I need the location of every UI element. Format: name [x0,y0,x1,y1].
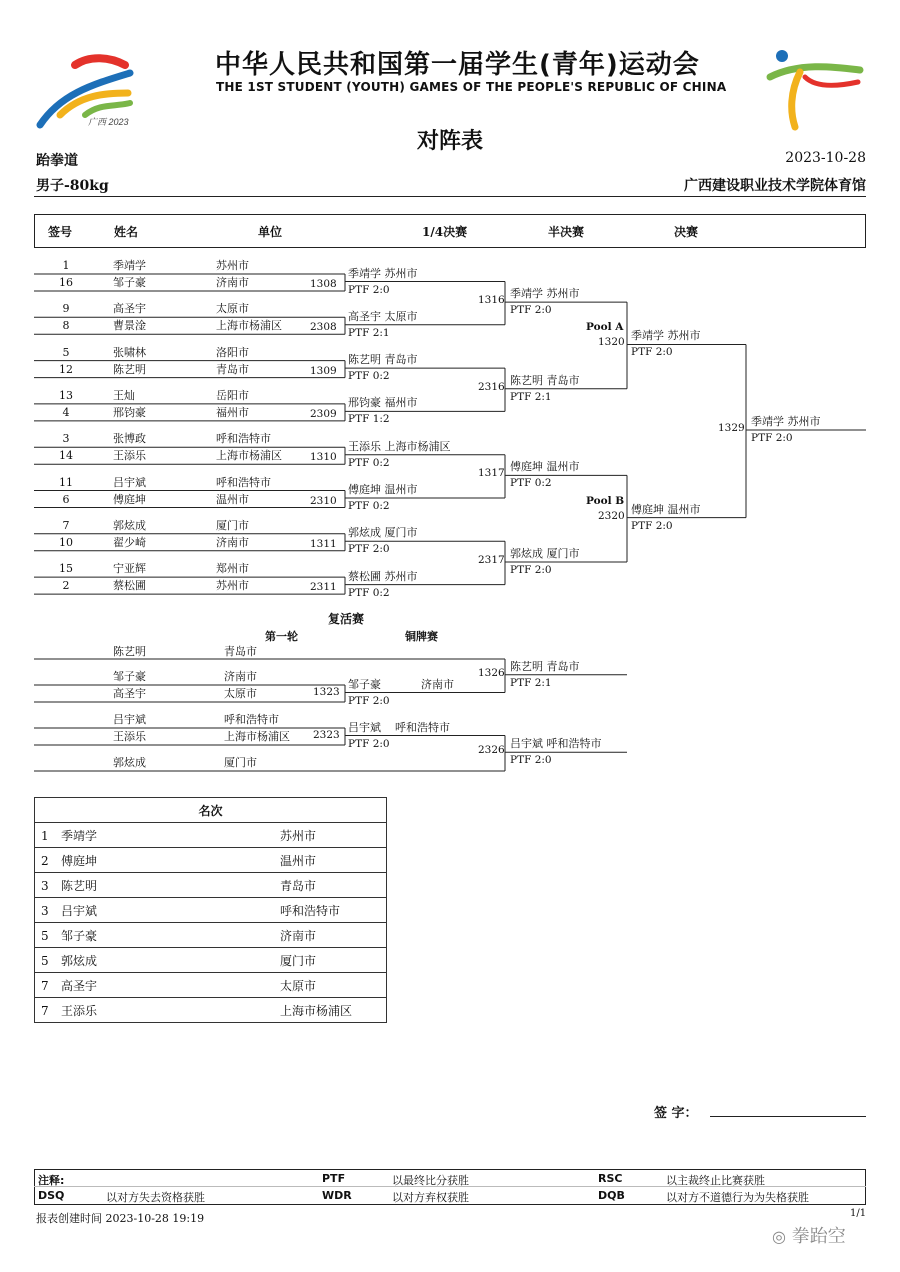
repechage-winner-name: 吕宇斌 [348,720,381,734]
games-title-cn: 中华人民共和国第一届学生(青年)运动会 [215,50,700,80]
watermark [772,1222,846,1248]
entry-name: 宁亚辉 [113,562,146,576]
entry-seed: 3 [62,432,70,446]
ranking-rank: 3 [41,878,49,893]
note-dsq-code: DSQ [38,1189,65,1202]
repechage-entry-name: 王添乐 [113,730,146,743]
note-dsq-desc: 以对方失去资格获胜 [106,1191,205,1204]
weight-category: 男子-80kg [36,178,109,194]
ranking-rank: 2 [41,853,49,868]
ranking-name: 高圣宇 [61,978,98,993]
qf-winner: 郭炫成 厦门市 [348,526,418,540]
pool-result: PTF 2:0 [631,519,673,532]
repechage-winner-unit: 呼和浩特市 [395,720,450,734]
sport-label: 跆拳道 [36,153,78,169]
repechage-winner-unit: 济南市 [421,677,454,691]
wechat-icon: ◎ [772,1227,786,1246]
bronze-bout-number: 2326 [478,744,505,757]
report-created-time: 报表创建时间 2023-10-28 19:19 [36,1212,205,1225]
pool-label: Pool B [586,494,625,507]
ranking-unit: 青岛市 [274,873,387,898]
ranking-unit: 厦门市 [274,948,387,973]
ranking-unit: 太原市 [274,973,387,998]
entry-unit: 济南市 [216,535,249,549]
note-wdr-code: WDR [322,1189,352,1202]
note-rsc-code: RSC [598,1172,623,1185]
repechage-entry-name: 邹子豪 [113,670,146,683]
ranking-name: 邹子豪 [61,928,98,943]
qf-bout-number: 1309 [310,364,337,377]
pool-bout-number: 2320 [598,509,625,522]
entry-seed: 1 [62,259,70,272]
entry-name: 邢钧豪 [113,405,146,419]
ranking-title: 名次 [35,798,387,823]
note-rsc-desc: 以主裁终止比赛获胜 [666,1174,765,1187]
qf-result: PTF 0:2 [348,370,390,383]
ranking-rank: 7 [41,978,49,993]
sf-bout-number: 1316 [478,294,505,307]
final-bout-number: 1329 [718,422,745,435]
qf-bout-number: 1310 [310,451,337,464]
entry-seed: 12 [59,362,73,376]
repechage-result: PTF 2:0 [348,694,390,707]
entry-unit: 苏州市 [216,259,249,272]
qf-result: PTF 2:1 [348,326,390,339]
qf-bout-number: 2311 [310,581,337,594]
repechage-entry-unit: 呼和浩特市 [224,713,279,726]
entry-unit: 厦门市 [216,518,249,532]
entry-name: 翟少崎 [113,535,146,549]
ranking-table [34,797,387,1023]
entry-name: 陈艺明 [113,362,146,376]
pool-label: Pool A [586,321,624,334]
bronze-label: 铜牌赛 [405,630,438,643]
logo-text: 广西 2023 [88,117,129,127]
repechage-entry-name: 郭炫成 [113,756,146,769]
qf-winner: 季靖学 苏州市 [348,266,418,280]
date-label: 2023-10-28 [785,150,866,166]
col-qf: 1/4决赛 [422,225,468,239]
entry-seed: 6 [62,492,70,506]
sf-bout-number: 2316 [478,380,505,393]
entry-unit: 上海市杨浦区 [216,449,282,463]
entry-unit: 呼和浩特市 [216,432,271,446]
repechage-round1-label: 第一轮 [265,630,298,643]
entry-unit: 苏州市 [216,579,249,593]
sf-winner: 傅庭坤 温州市 [510,460,580,474]
entry-unit: 太原市 [216,302,249,316]
sf-bout-number: 1317 [478,467,505,480]
note-ptf-desc: 以最终比分获胜 [392,1174,469,1187]
entry-name: 王添乐 [113,449,146,463]
qf-bout-number: 2309 [310,407,337,420]
repechage-entry-unit: 上海市杨浦区 [224,730,290,743]
entry-unit: 郑州市 [216,562,249,576]
entry-name: 吕宇斌 [113,475,146,489]
bronze-result: PTF 2:1 [510,676,552,689]
pool-winner: 傅庭坤 温州市 [631,502,701,516]
bronze-bout-number: 1326 [478,666,505,679]
ranking-row [35,848,387,873]
qf-winner: 王添乐 上海市杨浦区 [348,439,451,453]
ranking-unit: 苏州市 [274,823,387,848]
qf-bout-number: 2310 [310,494,337,507]
final-result: PTF 2:0 [751,432,793,445]
entry-unit: 温州市 [216,492,249,506]
col-name: 姓名 [114,225,139,239]
entry-unit: 岳阳市 [216,388,249,402]
qf-winner: 蔡松圃 苏州市 [348,569,418,583]
ranking-unit: 温州市 [274,848,387,873]
qf-bout-number: 2308 [310,321,337,334]
entry-unit: 上海市杨浦区 [216,319,282,333]
qf-winner: 邢钧豪 福州市 [348,396,418,410]
sf-result: PTF 2:0 [510,563,552,576]
sf-winner: 郭炫成 厦门市 [510,546,580,560]
entry-name: 傅庭坤 [113,492,146,506]
qf-result: PTF 0:2 [348,586,390,599]
ranking-row [35,973,387,998]
repechage-bout-number: 1323 [313,686,340,698]
signature-line[interactable] [710,1116,866,1117]
entry-seed: 15 [59,562,73,576]
ranking-rank: 5 [41,928,49,943]
ranking-row [35,948,387,973]
ranking-name: 吕宇斌 [61,903,98,918]
qf-bout-number: 1311 [310,537,337,550]
repechage-entry-name: 陈艺明 [113,645,146,658]
entry-seed: 2 [62,579,70,593]
sheet-title: 对阵表 [416,129,483,154]
col-sf: 半决赛 [548,225,585,239]
repechage-winner-name: 邹子豪 [348,677,381,691]
watermark-text: 拳跆空 [791,1226,846,1247]
entry-unit: 福州市 [216,405,249,419]
pool-winner: 季靖学 苏州市 [631,329,701,343]
bronze-result: PTF 2:0 [510,754,552,767]
sf-result: PTF 0:2 [510,477,552,490]
ranking-row [35,873,387,898]
sf-winner: 季靖学 苏州市 [510,287,580,301]
bronze-winner: 吕宇斌 呼和浩特市 [510,737,602,751]
repechage-entry-unit: 青岛市 [224,645,257,658]
entry-unit: 呼和浩特市 [216,475,271,489]
qf-winner: 高圣宇 太原市 [348,309,418,323]
repechage-title: 复活赛 [328,612,365,626]
note-ptf-code: PTF [322,1172,346,1185]
entry-unit: 青岛市 [216,362,249,376]
qf-winner: 傅庭坤 温州市 [348,483,418,496]
ranking-unit: 呼和浩特市 [274,898,387,923]
ranking-row [35,923,387,948]
note-dqb-code: DQB [598,1189,625,1202]
page-number: 1/1 [850,1208,867,1219]
ranking-row [35,823,387,848]
qf-bout-number: 1308 [310,278,337,290]
venue-label: 广西建设职业技术学院体育馆 [684,178,866,194]
col-seed: 签号 [48,225,73,239]
qf-result: PTF 1:2 [348,413,390,426]
repechage-entry-unit: 厦门市 [224,756,257,769]
entry-seed: 8 [62,319,70,333]
entry-seed: 9 [62,302,70,316]
qf-result: PTF 0:2 [348,456,390,469]
qf-result: PTF 2:0 [348,543,390,556]
final-winner: 季靖学 苏州市 [751,415,821,429]
qf-result: PTF 0:2 [348,500,390,512]
ranking-rank: 3 [41,903,49,918]
entry-seed: 5 [62,345,70,359]
note-dqb-desc: 以对方不道德行为为失格获胜 [666,1191,809,1204]
ranking-name: 陈艺明 [61,878,98,893]
entry-name: 季靖学 [113,259,146,272]
entry-seed: 16 [59,276,73,289]
qf-winner: 陈艺明 青岛市 [348,353,418,367]
entry-unit: 济南市 [216,276,249,289]
ranking-unit: 济南市 [274,923,387,948]
sf-winner: 陈艺明 青岛市 [510,373,580,387]
games-title-en: THE 1ST STUDENT (YOUTH) GAMES OF THE PEOPLE'S REPUBLIC OF CHINA [216,80,727,94]
entry-name: 张博政 [113,432,146,446]
qf-result: PTF 2:0 [348,283,390,296]
repechage-entry-name: 吕宇斌 [113,713,146,726]
ranking-name: 王添乐 [61,1003,98,1018]
entry-name: 高圣宇 [113,302,146,316]
entry-name: 邹子豪 [113,276,146,289]
pool-result: PTF 2:0 [631,346,673,359]
sf-result: PTF 2:1 [510,390,552,403]
note-wdr-desc: 以对方弃权获胜 [392,1191,469,1204]
col-unit: 单位 [258,225,283,239]
repechage-entry-unit: 太原市 [224,687,257,700]
entry-seed: 4 [62,405,70,419]
entry-name: 郭炫成 [113,518,146,532]
ranking-name: 傅庭坤 [61,853,98,868]
entry-unit: 洛阳市 [216,345,249,359]
ranking-rank: 7 [41,1003,49,1018]
entry-name: 王灿 [113,388,135,402]
repechage-result: PTF 2:0 [348,737,390,750]
ranking-name: 郭炫成 [61,953,98,968]
entry-seed: 13 [59,388,73,402]
notes-label: 注释: [38,1174,65,1187]
repechage-entry-unit: 济南市 [224,670,257,683]
ranking-name: 季靖学 [61,828,98,843]
bronze-winner: 陈艺明 青岛市 [510,659,580,673]
entry-seed: 14 [59,449,73,463]
ranking-row [35,898,387,923]
entry-name: 张啸林 [113,345,146,359]
sf-bout-number: 2317 [478,553,505,566]
ranking-unit: 上海市杨浦区 [274,998,387,1023]
ranking-rank: 1 [41,828,49,843]
col-final: 决赛 [674,225,699,239]
entry-seed: 7 [62,518,70,532]
entry-name: 曹景淦 [113,319,146,333]
signature-label: 签 字： [654,1106,698,1121]
entry-name: 蔡松圃 [113,579,146,593]
entry-seed: 10 [59,535,73,549]
ranking-row [35,998,387,1023]
pool-bout-number: 1320 [598,336,625,349]
entry-seed: 11 [59,475,73,489]
ranking-rank: 5 [41,953,49,968]
repechage-bout-number: 2323 [313,729,340,741]
repechage-entry-name: 高圣宇 [113,687,146,700]
sf-result: PTF 2:0 [510,304,552,317]
